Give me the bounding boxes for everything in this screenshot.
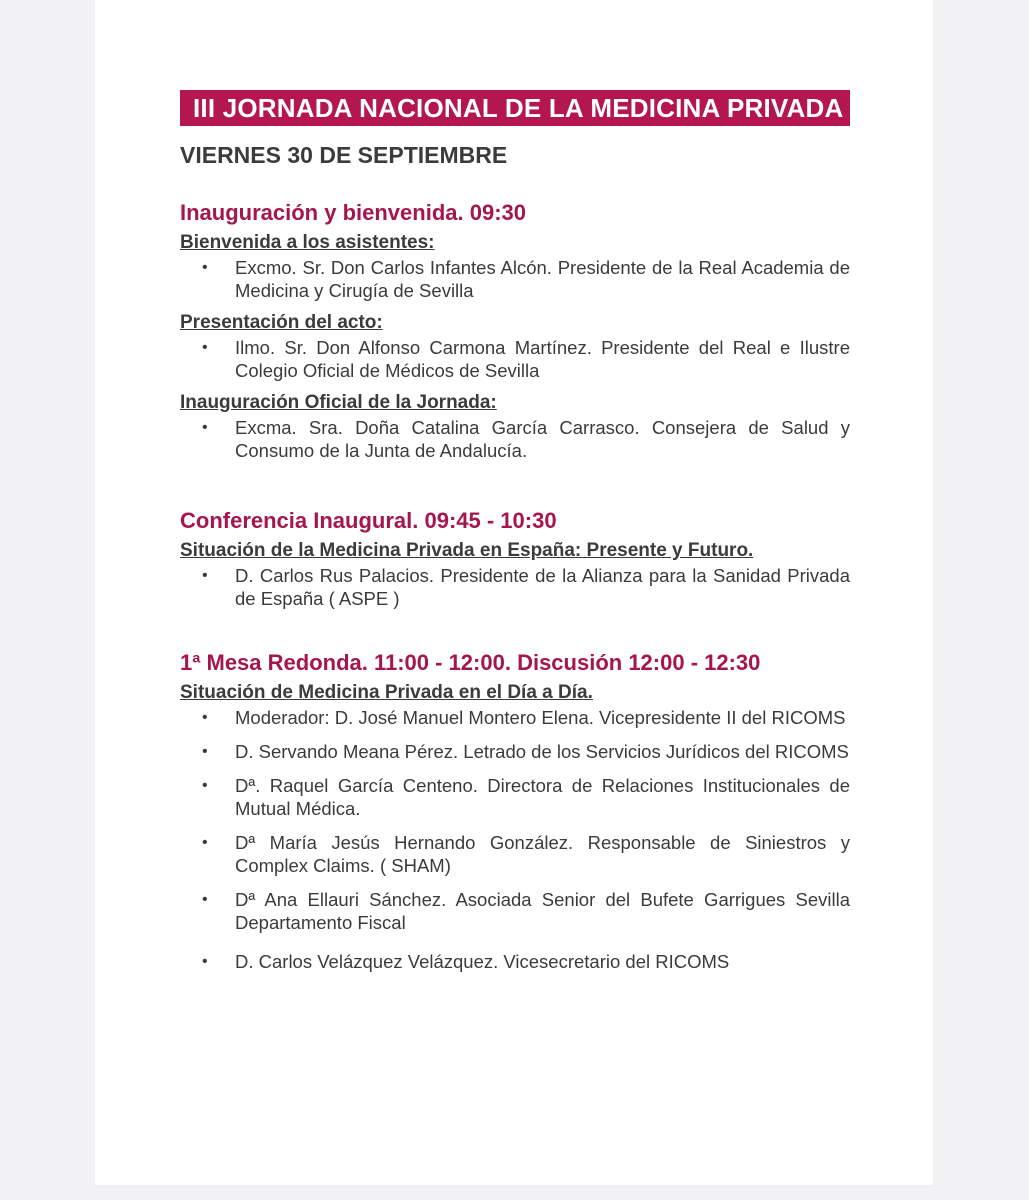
list-conferencia (180, 564, 850, 610)
section-title-inauguracion: Inauguración y bienvenida. 09:30 (180, 200, 526, 225)
event-date: VIERNES 30 DE SEPTIEMBRE (180, 142, 508, 168)
list-item (180, 336, 850, 382)
subtitle-situacion-medicina: Situación de la Medicina Privada en España: Presente y Futuro. (180, 540, 754, 561)
list-bienvenida (180, 256, 850, 302)
list-item (180, 831, 850, 877)
list-mesa-redonda (180, 706, 850, 973)
list-item-text: D. Carlos Velázquez Velázquez. Vicesecretario del RICOMS (235, 951, 730, 972)
list-item-text: Dª Ana Ellauri Sánchez. Asociada Senior del Bufete Garrigues Sevilla Departamento Fiscal (235, 889, 850, 933)
list-item (180, 774, 850, 820)
list-item (180, 888, 850, 934)
list-item-text: Excma. Sra. Doña Catalina García Carrasco. Consejera de Salud y Consumo de la Junta de Andalucía. (235, 417, 850, 461)
bullet-icon: • (202, 259, 208, 276)
bullet-icon: • (202, 709, 208, 726)
list-item-text: Moderador: D. José Manuel Montero Elena. Vicepresidente II del RICOMS (235, 707, 846, 728)
section-title-conferencia: Conferencia Inaugural. 09:45 - 10:30 (180, 508, 557, 533)
bullet-icon: • (202, 777, 208, 794)
list-item (180, 706, 850, 729)
bullet-icon: • (202, 834, 208, 851)
list-item-text: Ilmo. Sr. Don Alfonso Carmona Martínez. Presidente del Real e Ilustre Colegio Oficial de Médicos de Sevilla (235, 337, 850, 381)
bullet-icon: • (202, 743, 208, 760)
list-item-text: D. Servando Meana Pérez. Letrado de los Servicios Jurídicos del RICOMS (235, 741, 849, 762)
list-item-text: Dª María Jesús Hernando González. Responsable de Siniestros y Complex Claims. ( SHAM) (235, 832, 850, 876)
list-presentacion (180, 336, 850, 382)
list-inauguracion-oficial (180, 416, 850, 462)
list-item (180, 740, 850, 763)
list-item (180, 416, 850, 462)
list-item-text: Excmo. Sr. Don Carlos Infantes Alcón. Presidente de la Real Academia de Medicina y Cirugía de Sevilla (235, 257, 850, 301)
document-page (95, 0, 933, 1185)
section-title-mesa-redonda: 1ª Mesa Redonda. 11:00 - 12:00. Discusión 12:00 - 12:30 (180, 650, 761, 675)
event-title-banner: III JORNADA NACIONAL DE LA MEDICINA PRIVADA (180, 90, 850, 126)
list-item-text: D. Carlos Rus Palacios. Presidente de la Alianza para la Sanidad Privada de España ( ASPE ) (235, 565, 850, 609)
bullet-icon: • (202, 419, 208, 436)
bullet-icon: • (202, 891, 208, 908)
list-item (180, 256, 850, 302)
bullet-icon: • (202, 567, 208, 584)
subtitle-dia-a-dia: Situación de Medicina Privada en el Día a Día. (180, 682, 593, 703)
subtitle-bienvenida: Bienvenida a los asistentes: (180, 232, 435, 253)
list-item-text: Dª. Raquel García Centeno. Directora de Relaciones Institucionales de Mutual Médica. (235, 775, 850, 819)
document-content (180, 90, 850, 984)
bullet-icon: • (202, 339, 208, 356)
subtitle-presentacion: Presentación del acto: (180, 312, 383, 333)
subtitle-inauguracion-oficial: Inauguración Oficial de la Jornada: (180, 392, 497, 413)
bullet-icon: • (202, 953, 208, 970)
list-item (180, 950, 850, 973)
list-item (180, 564, 850, 610)
